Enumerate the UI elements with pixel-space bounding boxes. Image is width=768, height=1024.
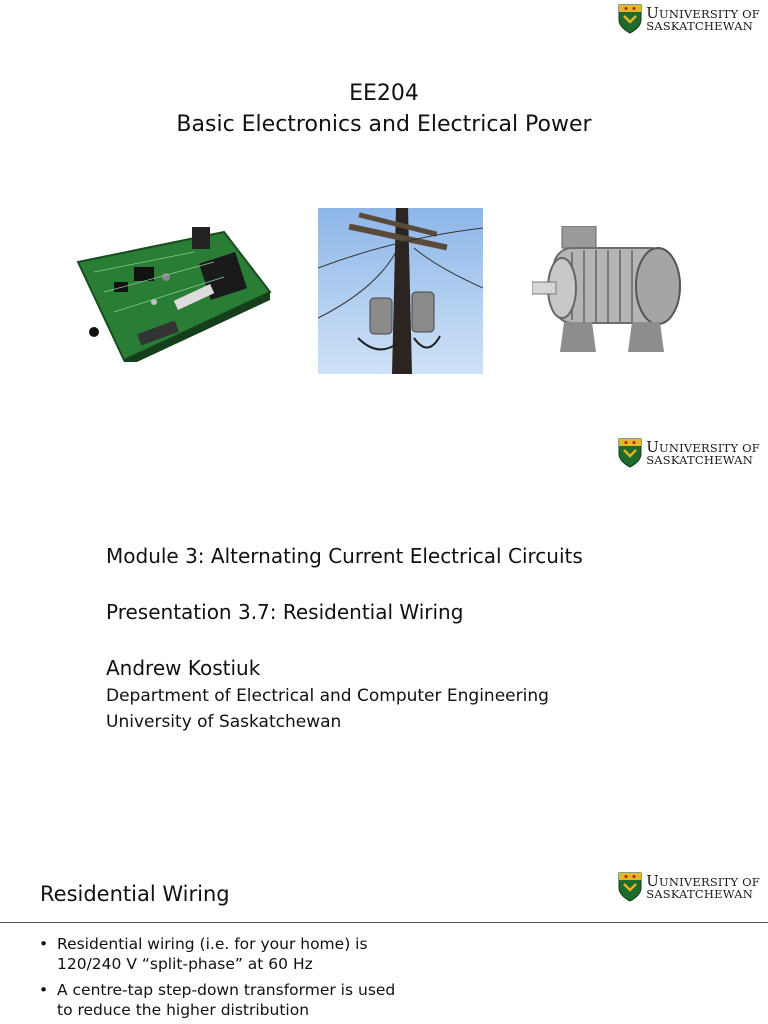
- electric-motor-image: [532, 226, 684, 354]
- university-logo: UUNIVERSITY OF SASKATCHEWAN: [618, 4, 760, 34]
- bullet-list: [37, 934, 397, 1024]
- list-item: [37, 980, 397, 1020]
- bullet-text: Residential wiring (i.e. for your home) is 120/240 V “split-phase” at 60 Hz: [57, 935, 368, 973]
- logo-line2: SASKATCHEWAN: [646, 886, 753, 901]
- bullet-icon: •: [39, 981, 49, 999]
- module-title: Module 3: Alternating Current Electrical Circuits: [106, 544, 583, 568]
- logo-line1: UNIVERSITY OF: [658, 440, 760, 455]
- content-slide: [0, 864, 768, 1024]
- shield-icon: [618, 872, 642, 902]
- shield-icon: [618, 4, 642, 34]
- bullet-icon: •: [39, 935, 49, 953]
- logo-line2: SASKATCHEWAN: [646, 18, 753, 33]
- circuit-board-image: [74, 222, 272, 362]
- slide-title: Residential Wiring: [40, 882, 230, 906]
- logo-line1: UNIVERSITY OF: [658, 6, 760, 21]
- utility-pole-image: [318, 208, 483, 374]
- module-slide: [0, 430, 768, 850]
- author-name: Andrew Kostiuk: [106, 656, 261, 680]
- slide-title: [0, 78, 768, 140]
- course-name: Basic Electronics and Electrical Power: [176, 112, 592, 137]
- title-divider: [0, 922, 768, 923]
- university-logo: UUNIVERSITY OF SASKATCHEWAN: [618, 438, 760, 468]
- university-name: University of Saskatchewan: [106, 712, 342, 732]
- course-code: EE204: [349, 81, 419, 106]
- bullet-text: A centre-tap step-down transformer is used to reduce the higher distribution: [57, 981, 396, 1019]
- university-logo: UUNIVERSITY OF SASKATCHEWAN: [618, 872, 760, 902]
- presentation-title: Presentation 3.7: Residential Wiring: [106, 600, 464, 624]
- list-item: [37, 934, 397, 974]
- logo-line1: UNIVERSITY OF: [658, 874, 760, 889]
- title-slide: [0, 0, 768, 420]
- shield-icon: [618, 438, 642, 468]
- logo-line2: SASKATCHEWAN: [646, 452, 753, 467]
- department-name: Department of Electrical and Computer Engineering: [106, 686, 549, 706]
